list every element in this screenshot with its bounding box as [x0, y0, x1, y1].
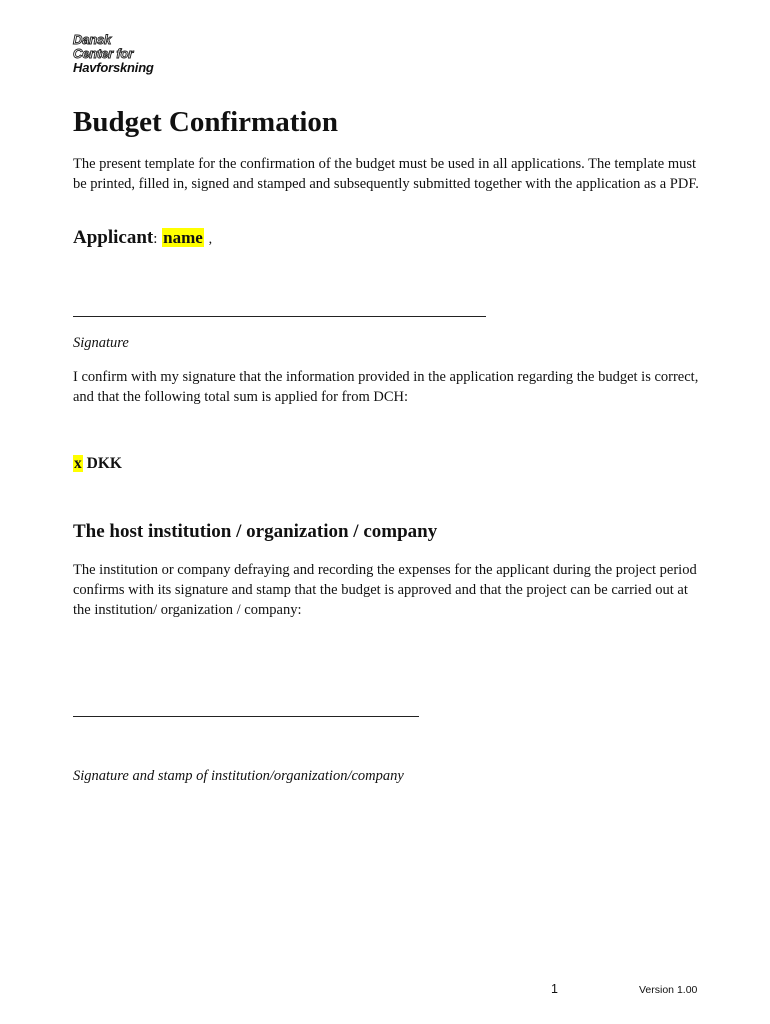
host-signature-line — [73, 716, 419, 717]
applicant-label: Applicant — [73, 227, 154, 248]
applicant-signature-line — [73, 316, 486, 317]
amount-value-field[interactable]: x — [74, 455, 82, 472]
logo-line-1: Dansk — [73, 32, 112, 47]
logo-line-2: Center for — [73, 46, 134, 61]
page-title: Budget Confirmation — [73, 106, 339, 138]
confirmation-paragraph: I confirm with my signature that the information provided in the application regarding the budget is correct, and that the following total sum is applied for from DCH: — [73, 369, 699, 405]
intro-paragraph: The present template for the confirmation of the budget must be used in all applications. The template must be printed, filled in, signed and stamped and subsequently submitted together with the application as a PDF. — [73, 156, 699, 192]
applicant-name-field[interactable]: name — [163, 228, 203, 247]
host-institution-heading: The host institution / organization / company — [73, 521, 438, 542]
logo-line-3: Havforskning — [73, 60, 154, 75]
amount-line — [73, 453, 122, 475]
dch-logo — [73, 33, 154, 75]
version-label: Version 1.00 — [639, 984, 698, 996]
amount-currency: DKK — [86, 455, 122, 472]
applicant-comma: , — [208, 232, 213, 247]
applicant-colon: : — [153, 231, 158, 247]
applicant-heading — [73, 225, 212, 253]
applicant-signature-label: Signature — [73, 335, 129, 351]
host-signature-label: Signature and stamp of institution/organization/company — [73, 768, 404, 784]
page-number: 1 — [551, 982, 558, 996]
host-institution-paragraph: The institution or company defraying and recording the expenses for the applicant during the project period confirms with its signature and stamp that the budget is approved and that the project can be carried out at the institution/ organization / company: — [73, 562, 697, 618]
